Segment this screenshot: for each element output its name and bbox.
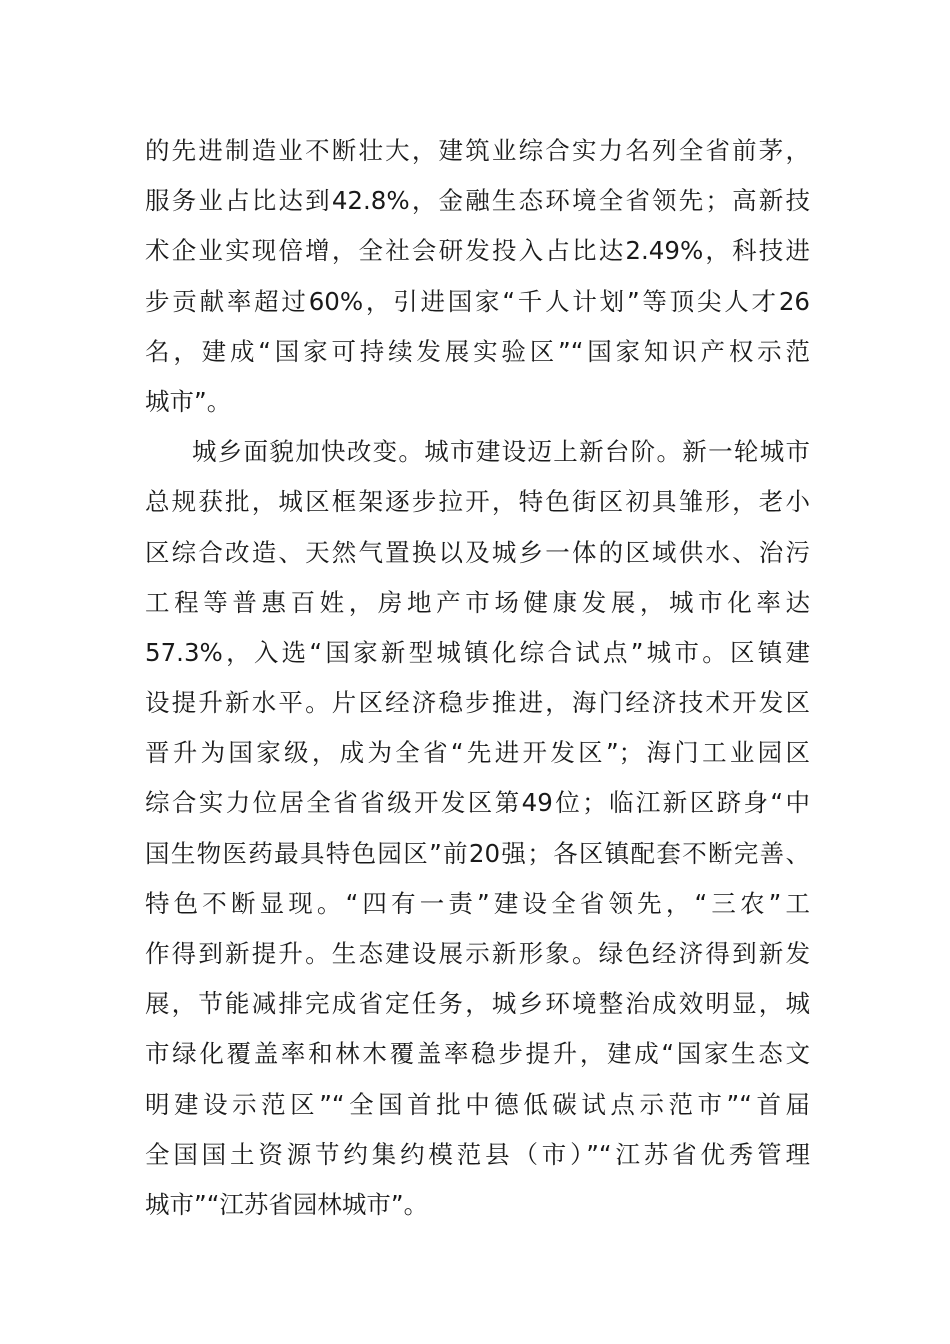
paragraph-line: 特色不断显现。“四有一责”建设全省领先，“三农”工 <box>145 888 810 918</box>
document-body <box>145 126 810 1230</box>
paragraph-line: 市绿化覆盖率和林木覆盖率稳步提升，建成“国家生态文 <box>145 1039 810 1069</box>
paragraph-1 <box>145 126 810 427</box>
paragraph-line: 名，建成“国家可持续发展实验区”“国家知识产权示范 <box>145 336 810 366</box>
paragraph-line: 综合实力位居全省省级开发区第49位；临江新区跻身“中 <box>145 788 810 818</box>
paragraph-line: 城市”。 <box>145 386 232 416</box>
paragraph-line: 晋升为国家级，成为全省“先进开发区”；海门工业园区 <box>145 738 810 768</box>
paragraph-line: 服务业占比达到42.8%，金融生态环境全省领先；高新技 <box>145 186 810 216</box>
paragraph-line: 全国国土资源节约集约模范县（市）”“江苏省优秀管理 <box>145 1139 810 1169</box>
paragraph-line: 展，节能减排完成省定任务，城乡环境整治成效明显，城 <box>145 989 810 1019</box>
paragraph-line: 国生物医药最具特色园区”前20强；各区镇配套不断完善、 <box>145 838 810 868</box>
paragraph-2 <box>145 427 810 1230</box>
paragraph-line: 术企业实现倍增，全社会研发投入占比达2.49%，科技进 <box>145 236 810 266</box>
paragraph-line: 步贡献率超过60%，引进国家“千人计划”等顶尖人才26 <box>145 286 810 316</box>
paragraph-line: 的先进制造业不断壮大，建筑业综合实力名列全省前茅， <box>145 136 810 165</box>
paragraph-line: 城乡面貌加快改变。城市建设迈上新台阶。新一轮城市 <box>192 437 810 467</box>
paragraph-line: 设提升新水平。片区经济稳步推进，海门经济技术开发区 <box>145 688 810 718</box>
paragraph-line: 城市”“江苏省园林城市”。 <box>145 1189 429 1219</box>
paragraph-line: 作得到新提升。生态建设展示新形象。绿色经济得到新发 <box>145 939 810 968</box>
paragraph-line: 57.3%，入选“国家新型城镇化综合试点”城市。区镇建 <box>145 637 810 667</box>
paragraph-line: 区综合改造、天然气置换以及城乡一体的区域供水、治污 <box>145 537 810 567</box>
paragraph-line: 明建设示范区”“全国首批中德低碳试点示范市”“首届 <box>145 1089 810 1119</box>
paragraph-line: 总规获批，城区框架逐步拉开，特色街区初具雏形，老小 <box>145 487 810 517</box>
paragraph-line: 工程等普惠百姓，房地产市场健康发展，城市化率达 <box>145 587 810 617</box>
